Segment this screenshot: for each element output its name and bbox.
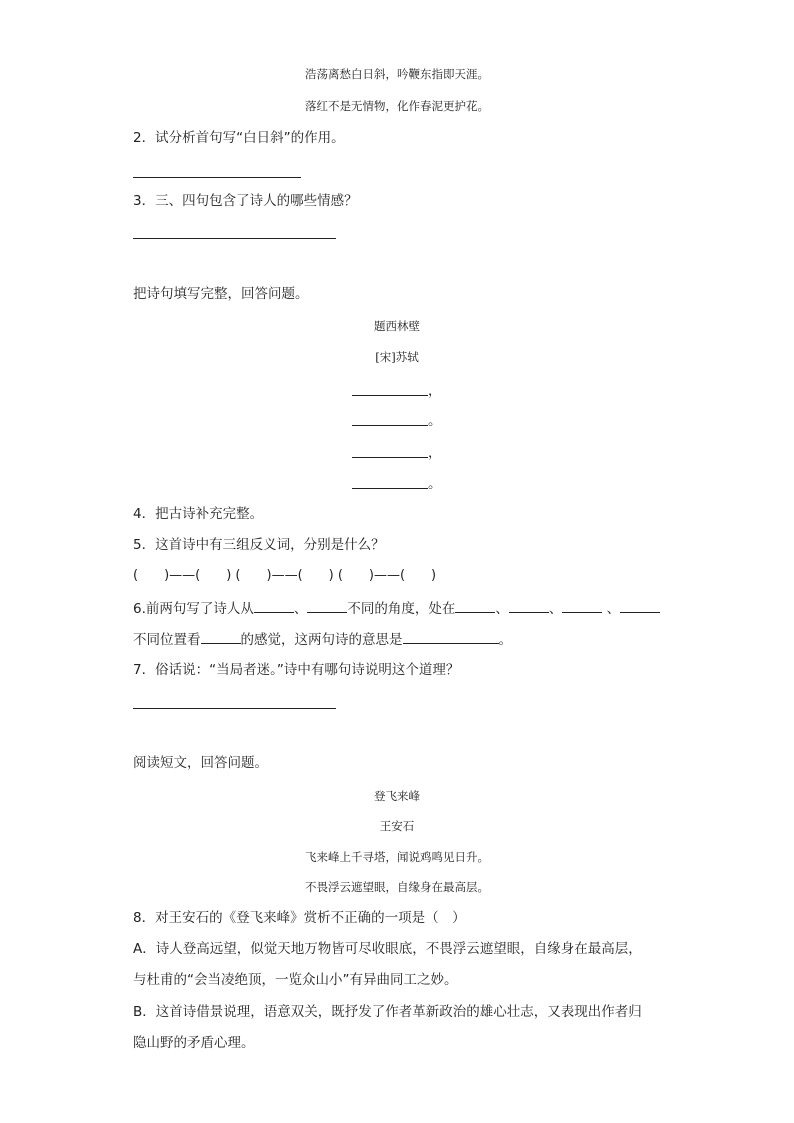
poem-2-line-1: 飞来峰上千寻塔，闻说鸡鸣见日升。 — [305, 850, 489, 864]
poem-blank-3[interactable] — [352, 457, 428, 458]
question-4: 4．把古诗补充完整。 — [133, 506, 264, 522]
q6-blank-8[interactable] — [403, 629, 499, 644]
question-6-line-2 — [133, 629, 512, 650]
q6-blank-6[interactable] — [620, 598, 660, 613]
q6-blank-1[interactable] — [254, 598, 294, 613]
question-5: 5．这首诗中有三组反义词，分别是什么？ — [133, 537, 385, 553]
poem-title-2: 登飞来峰 — [374, 789, 420, 803]
option-b-line-2[interactable]: 隐山野的矛盾心理。 — [133, 1035, 255, 1051]
q6-sep-4: 、 — [602, 601, 621, 617]
q6-line2-end: 。 — [498, 632, 512, 648]
q6-blank-2[interactable] — [307, 598, 347, 613]
poem-blank-punct-1: ， — [428, 383, 442, 399]
q6-blank-3[interactable] — [455, 598, 495, 613]
poem-blank-punct-4: 。 — [428, 476, 442, 492]
poem-2-line-2: 不畏浮云遮望眼，自缘身在最高层。 — [305, 880, 489, 894]
q6-blank-5[interactable] — [562, 598, 602, 613]
instruction-read-passage: 阅读短文，回答问题。 — [133, 755, 268, 771]
poem-blank-punct-3: ， — [428, 445, 442, 461]
poem-blank-2[interactable] — [352, 425, 428, 426]
poem-title: 题西林壁 — [374, 319, 420, 333]
question-7: 7．俗话说：“当局者迷。”诗中有哪句诗说明这个道理？ — [133, 662, 460, 678]
poem-blank-4[interactable] — [352, 488, 428, 489]
q6-sep-2: 、 — [495, 601, 509, 617]
question-2: 2．试分析首句写“白日斜”的作用。 — [133, 130, 345, 146]
option-b-line-1[interactable]: B．这首诗借景说理，语意双关，既抒发了作者革新政治的雄心壮志，又表现出作者归 — [133, 1004, 642, 1020]
option-a-line-1[interactable]: A．诗人登高远望，似觉天地万物皆可尽收眼底，不畏浮云遮望眼，自缘身在最高层， — [133, 941, 642, 957]
question-6-line-1 — [133, 598, 660, 619]
poem-author: [宋]苏轼 — [375, 350, 419, 364]
q6-line2-mid: 的感觉，这两句诗的意思是 — [240, 632, 403, 648]
q6-prefix: 6.前两句写了诗人从 — [133, 601, 254, 617]
answer-line-q3[interactable] — [133, 238, 336, 239]
q6-mid: 不同的角度，处在 — [347, 601, 456, 617]
poem-author-2: 王安石 — [379, 819, 415, 833]
q6-blank-4[interactable] — [509, 598, 549, 613]
poem-line-1: 浩荡离愁白日斜，吟鞭东指即天涯。 — [305, 67, 489, 81]
poem-blank-1[interactable] — [352, 395, 428, 396]
answer-line-q7[interactable] — [133, 708, 336, 709]
q6-blank-7[interactable] — [201, 629, 241, 644]
q6-sep-3: 、 — [548, 601, 563, 617]
answer-line-q2[interactable] — [133, 177, 301, 178]
poem-blank-punct-2: 。 — [428, 413, 442, 429]
poem-line-2: 落红不是无情物，化作春泥更护花。 — [305, 99, 489, 113]
q6-line2-prefix: 不同位置看 — [133, 632, 201, 648]
question-3: 3．三、四句包含了诗人的哪些情感？ — [133, 193, 358, 209]
option-a-line-2[interactable]: 与杜甫的“会当凌绝顶，一览众山小”有异曲同工之妙。 — [133, 972, 458, 988]
question-8: 8．对王安石的《登飞来峰》赏析不正确的一项是（ ） — [133, 910, 466, 926]
antonym-answer-slots[interactable]: ( )——( ) ( )——( ) ( )——( ) — [133, 568, 437, 583]
instruction-fill-poem: 把诗句填写完整，回答问题。 — [133, 286, 309, 302]
q6-sep-1: 、 — [293, 601, 308, 617]
